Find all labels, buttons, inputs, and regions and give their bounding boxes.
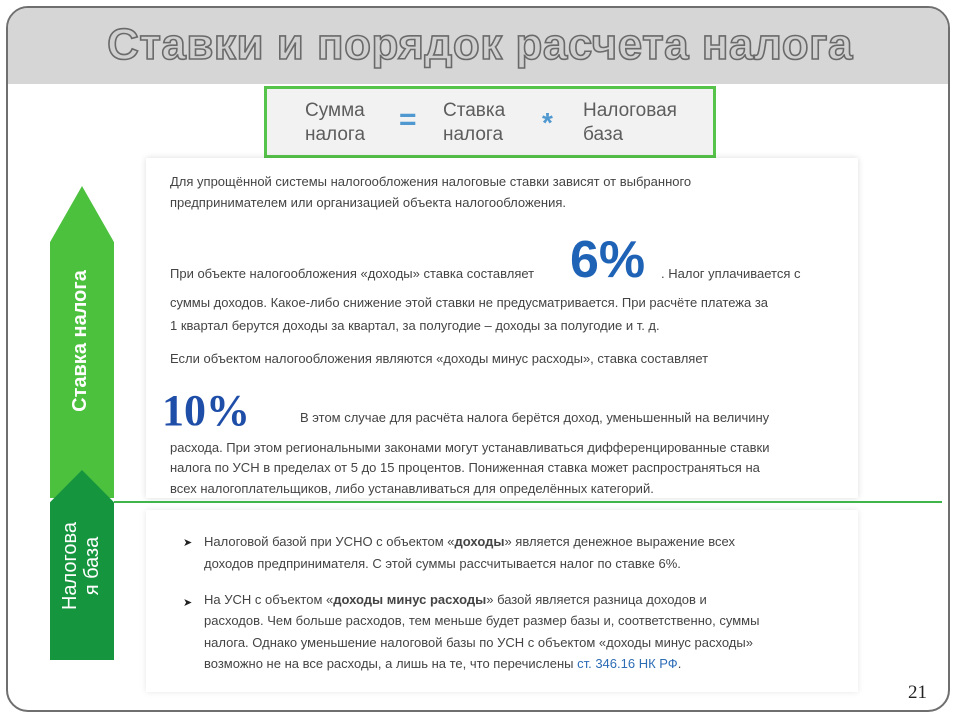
formula-tax-rate: Ставка налога	[443, 100, 506, 145]
expense-rate-text-after: В этом случае для расчёта налога берётся доход, уменьшенный на величину	[300, 410, 770, 425]
rate-intro-line1: Для упрощённой системы налогообложения налоговые ставки зависят от выбранного	[170, 174, 692, 189]
income-line3: 1 квартал берутся доходы за квартал, за полугодие – доходы за полугодие и т. д.	[170, 318, 660, 333]
income-rate-value: 6%	[570, 231, 646, 289]
bullet-arrow-icon: ➤	[183, 597, 193, 609]
tab-tax-base-label: Налогова я база	[59, 521, 103, 611]
base-bullet1-line2: доходов предпринимателя. С этой суммы рассчитывается налог по ставке 6%.	[204, 556, 681, 571]
rate-intro-line2: предпринимателем или организацией объекта налогообложения.	[170, 195, 566, 210]
base-bullet2-line3: налога. Однако уменьшение налоговой базы по УСН с объектом «доходы минус расходы»	[204, 635, 753, 650]
tab-tax-rate-label: Ставка налога	[69, 270, 91, 412]
slide-title: Ставки и порядок расчета налога	[107, 20, 853, 69]
income-line2: суммы доходов. Какое-либо снижение этой ставки не предусматривается. При расчёте платежа за	[170, 295, 769, 310]
formula-multiply-sign: *	[542, 107, 553, 138]
base-bullet2-line2: расходов. Чем больше расходов, тем меньше будет размер базы и, соответственно, суммы	[204, 613, 760, 628]
base-bullet1-line1: Налоговой базой при УСНО с объектом «доходы» является денежное выражение всех	[204, 534, 735, 549]
bullet-arrow-icon: ➤	[183, 537, 193, 549]
section-divider	[114, 501, 942, 503]
expense-line3: налога по УСН в пределах от 5 до 15 процентов. Пониженная ставка может распространяться на	[170, 460, 760, 475]
slide-number: 21	[908, 682, 927, 703]
formula-tax-base: Налоговая база	[583, 100, 677, 145]
formula-equals-sign: =	[399, 103, 417, 136]
income-rate-text-after: . Налог уплачивается с	[661, 266, 801, 281]
expense-line2: расхода. При этом региональными законами могут устанавливаться дифференцированные ставки	[170, 440, 770, 455]
expense-line4: всех налогоплательщиков, либо устанавливаться для определённых категорий.	[170, 481, 654, 496]
expense-line1: Если объектом налогообложения являются «доходы минус расходы», ставка составляет	[170, 351, 709, 366]
expense-rate-value: 10%	[162, 386, 250, 435]
income-rate-text: При объекте налогообложения «доходы» ставка составляет	[170, 266, 535, 281]
formula-box	[264, 86, 716, 158]
tax-code-link[interactable]: ст. 346.16 НК РФ	[577, 656, 678, 671]
formula-tax-amount: Сумма налога	[305, 100, 366, 145]
base-bullet2-line1: На УСН с объектом «доходы минус расходы» базой является разница доходов и	[204, 592, 707, 607]
base-bullet2-line4: возможно не на все расходы, а лишь на те, что перечислены ст. 346.16 НК РФ.	[204, 656, 682, 671]
